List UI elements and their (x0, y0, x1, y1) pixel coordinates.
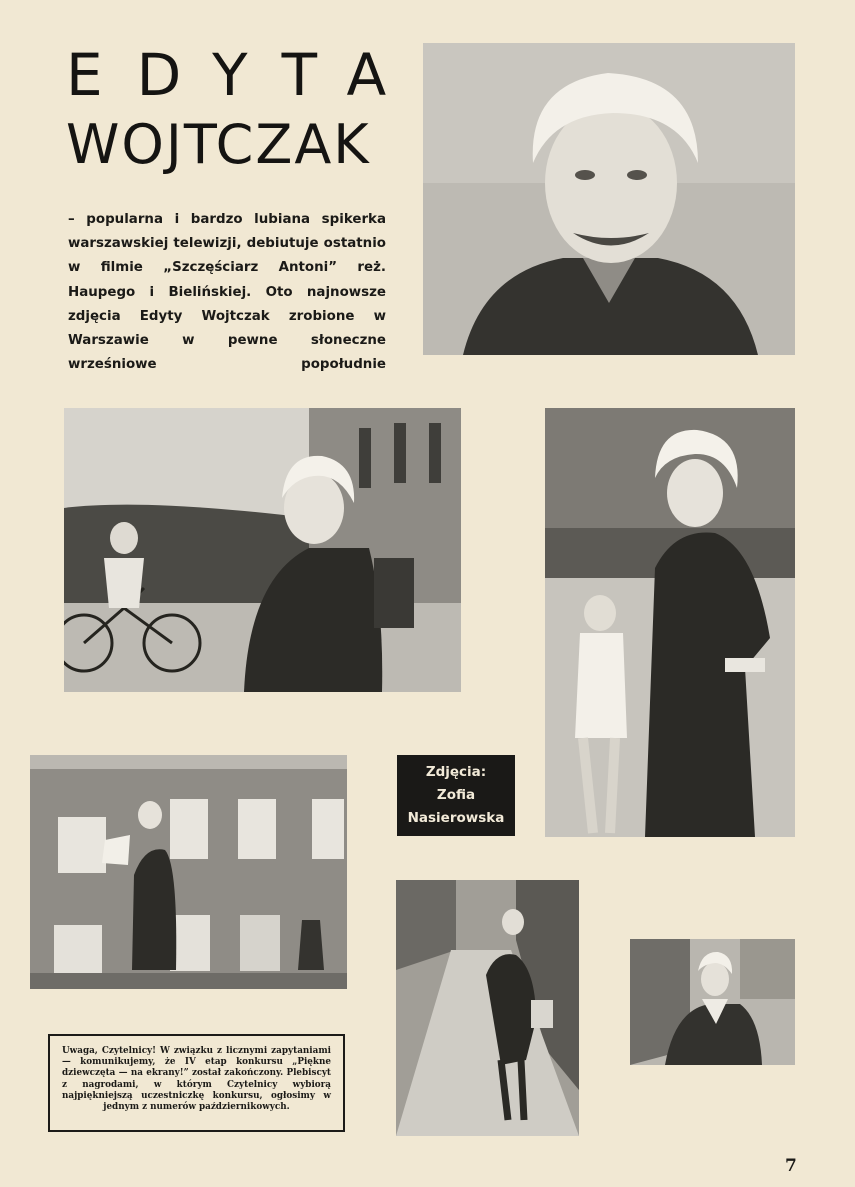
photo-scarf-art (630, 939, 795, 1065)
readers-notice-text: Uwaga, Czytelnicy! W związku z licznymi zapytaniami — komunikujemy, że IV etap konkursu „Piękne dziewczęta — na ekrany!” został zakończony. Plebiscyt z nagrodami, w którym Czytelnicy wybiorą najpiękniejszą uczestniczkę konkursu, ogłosimy w jednym z numerów październikowych. (62, 1046, 331, 1113)
photo-portrait-art (423, 43, 795, 355)
article-title-last-name: WOJTCZAK (66, 113, 371, 176)
photo-credit-last-name: Nasierowska (407, 810, 505, 826)
photo-credit-box (397, 755, 515, 836)
photo-narrow-street (396, 880, 579, 1136)
photo-credit-label: Zdjęcia: (425, 764, 487, 780)
article-intro: – popularna i bardzo lubiana spikerka warszawskiej telewizji, debiutuje ostatnio w filmie „Szczęściarz Antoni” reż. Haupego i Bielińskiej. Oto najnowsze zdjęcia Edyty Wojtczak zrobione w Warszawie w pewne słoneczne wrześniowe popołudnie (68, 212, 386, 373)
readers-notice-box (48, 1034, 345, 1132)
photo-with-scarf (630, 939, 795, 1065)
photo-facade-art (30, 755, 347, 989)
article-title-first-name: EDYTA (66, 41, 421, 109)
photo-with-child (545, 408, 795, 837)
photo-cyclists-art (64, 408, 461, 692)
photo-building-facade (30, 755, 347, 989)
photo-portrait-smiling (423, 43, 795, 355)
photo-street-with-cyclists (64, 408, 461, 692)
page-number: 7 (785, 1156, 797, 1176)
photo-child-art (545, 408, 795, 837)
photo-credit-first-name: Zofia (436, 787, 476, 803)
photo-street-art (396, 880, 579, 1136)
